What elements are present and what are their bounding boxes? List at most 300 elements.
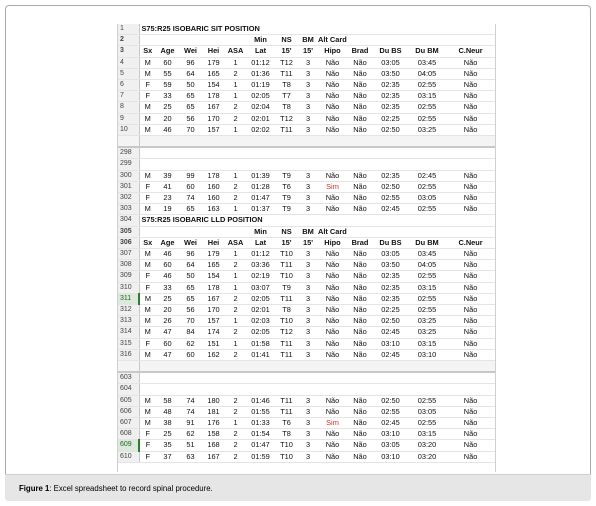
cell[interactable]: 02:50 [373,316,408,327]
row-number[interactable]: 8 [118,102,139,113]
cell[interactable]: 3 [298,316,318,327]
cell[interactable]: 2 [225,406,246,417]
empty-cell[interactable] [139,147,495,159]
cell[interactable]: Não [347,349,373,360]
cell[interactable]: 02:55 [408,305,446,316]
row-number[interactable]: 312 [118,305,139,316]
header-cell[interactable] [446,226,495,237]
cell[interactable]: 178 [202,170,225,181]
row-number[interactable]: 1 [118,24,139,35]
cell[interactable]: Não [446,204,495,215]
row-number[interactable]: 304 [118,215,139,226]
cell[interactable]: 02:35 [373,282,408,293]
cell[interactable]: 03:05 [373,249,408,260]
cell[interactable]: F [139,451,156,462]
cell[interactable]: 1 [225,418,246,429]
header-cell[interactable] [373,226,408,237]
header-cell[interactable]: BM [298,226,318,237]
cell[interactable]: 74 [179,395,202,406]
row-number[interactable]: 603 [118,372,139,384]
cell[interactable]: 74 [179,406,202,417]
cell[interactable]: 3 [298,305,318,316]
cell[interactable]: 3 [298,80,318,91]
cell[interactable]: 84 [179,327,202,338]
cell[interactable]: 1 [225,170,246,181]
header-cell[interactable]: Du BS [373,237,408,248]
cell[interactable]: 3 [298,395,318,406]
cell[interactable]: M [139,102,156,113]
cell[interactable]: Não [347,80,373,91]
cell[interactable]: 178 [202,91,225,102]
cell[interactable]: Não [318,327,347,338]
cell[interactable]: F [139,193,156,204]
cell[interactable]: Não [446,193,495,204]
header-cell[interactable] [179,35,202,46]
cell[interactable]: 03:15 [408,282,446,293]
cell[interactable]: 50 [179,80,202,91]
cell[interactable]: T6 [275,418,298,429]
cell[interactable]: Não [446,327,495,338]
cell[interactable]: 99 [179,170,202,181]
header-cell[interactable]: 15' [275,237,298,248]
cell[interactable]: Não [347,181,373,192]
row-number[interactable]: 2 [118,35,139,46]
cell[interactable]: 165 [202,260,225,271]
header-cell[interactable] [446,35,495,46]
cell[interactable]: Sim [318,418,347,429]
cell[interactable]: 2 [225,429,246,440]
row-number[interactable]: 9 [118,113,139,124]
cell[interactable]: 02:02 [246,124,275,135]
header-cell[interactable]: 15' [275,46,298,57]
cell[interactable]: 02:55 [408,395,446,406]
row-number[interactable]: 4 [118,57,139,68]
cell[interactable]: 02:04 [246,102,275,113]
cell[interactable]: 154 [202,80,225,91]
cell[interactable]: Não [347,338,373,349]
cell[interactable]: 02:35 [373,80,408,91]
cell[interactable]: 3 [298,102,318,113]
cell[interactable]: 02:45 [373,418,408,429]
cell[interactable]: M [139,406,156,417]
empty-cell[interactable] [139,136,495,148]
cell[interactable]: 03:20 [408,451,446,462]
cell[interactable]: Não [347,451,373,462]
cell[interactable]: 3 [298,406,318,417]
cell[interactable]: 01:28 [246,181,275,192]
cell[interactable]: 2 [225,451,246,462]
empty-cell[interactable] [139,159,495,170]
cell[interactable]: Não [347,282,373,293]
cell[interactable]: T10 [275,440,298,451]
cell[interactable]: M [139,170,156,181]
cell[interactable]: 3 [298,418,318,429]
cell[interactable]: M [139,68,156,79]
cell[interactable]: Não [347,305,373,316]
empty-cell[interactable] [139,384,495,395]
cell[interactable]: 181 [202,406,225,417]
cell[interactable]: Não [446,395,495,406]
cell[interactable]: Não [318,305,347,316]
cell[interactable]: 02:35 [373,170,408,181]
cell[interactable]: Não [347,249,373,260]
row-number[interactable]: 313 [118,316,139,327]
cell[interactable]: 02:55 [408,204,446,215]
cell[interactable]: 2 [225,113,246,124]
cell[interactable]: 38 [156,418,179,429]
row-number[interactable]: 314 [118,327,139,338]
empty-cell[interactable] [139,361,495,373]
cell[interactable]: T12 [275,113,298,124]
cell[interactable]: 168 [202,440,225,451]
row-number[interactable]: 299 [118,159,139,170]
cell[interactable]: 03:25 [408,316,446,327]
header-cell[interactable] [156,35,179,46]
cell[interactable]: Não [446,170,495,181]
header-cell[interactable]: Hei [202,46,225,57]
header-cell[interactable]: Alt Card [318,35,373,46]
cell[interactable]: M [139,260,156,271]
cell[interactable]: 03:05 [373,440,408,451]
cell[interactable]: 178 [202,282,225,293]
cell[interactable]: F [139,282,156,293]
header-cell[interactable] [156,226,179,237]
cell[interactable]: Não [318,338,347,349]
cell[interactable]: 02:19 [246,271,275,282]
cell[interactable]: Não [446,57,495,68]
cell[interactable]: 1 [225,271,246,282]
cell[interactable]: 03:45 [408,57,446,68]
cell[interactable]: 50 [179,271,202,282]
cell[interactable]: 1 [225,204,246,215]
cell[interactable]: 01:33 [246,418,275,429]
header-cell[interactable]: Brad [347,237,373,248]
cell[interactable]: T8 [275,80,298,91]
cell[interactable]: 2 [225,440,246,451]
cell[interactable]: 02:55 [408,271,446,282]
cell[interactable]: M [139,124,156,135]
cell[interactable]: 160 [202,193,225,204]
header-cell[interactable] [225,35,246,46]
cell[interactable]: T11 [275,349,298,360]
cell[interactable]: 37 [156,451,179,462]
cell[interactable]: 01:59 [246,451,275,462]
cell[interactable]: 47 [156,349,179,360]
row-number[interactable]: 5 [118,68,139,79]
cell[interactable]: 01:19 [246,80,275,91]
cell[interactable]: Não [347,260,373,271]
cell[interactable]: F [139,80,156,91]
cell[interactable]: Não [347,418,373,429]
header-cell[interactable]: NS [275,226,298,237]
cell[interactable]: 03:10 [373,429,408,440]
row-number[interactable]: 10 [118,124,139,135]
header-cell[interactable]: Du BM [408,237,446,248]
header-cell[interactable] [139,35,156,46]
cell[interactable]: Não [318,113,347,124]
header-cell[interactable] [179,226,202,237]
cell[interactable]: 64 [179,68,202,79]
cell[interactable]: Não [318,282,347,293]
cell[interactable]: 1 [225,282,246,293]
cell[interactable]: Não [446,429,495,440]
cell[interactable]: Não [318,249,347,260]
cell[interactable]: 1 [225,249,246,260]
row-number[interactable]: 609 [118,440,139,451]
cell[interactable]: 179 [202,249,225,260]
cell[interactable]: Não [318,102,347,113]
cell[interactable]: 3 [298,193,318,204]
cell[interactable]: 02:55 [408,293,446,304]
cell[interactable]: Não [347,68,373,79]
cell[interactable]: 01:37 [246,204,275,215]
header-cell[interactable] [225,226,246,237]
cell[interactable]: 157 [202,124,225,135]
cell[interactable]: Não [446,338,495,349]
cell[interactable]: T9 [275,282,298,293]
header-cell[interactable]: Age [156,46,179,57]
cell[interactable]: 02:05 [246,91,275,102]
cell[interactable]: Não [347,406,373,417]
cell[interactable]: Não [347,440,373,451]
row-number[interactable]: 606 [118,406,139,417]
cell[interactable]: 1 [225,124,246,135]
header-cell[interactable]: Du BM [408,46,446,57]
section-title[interactable]: S75:R25 ISOBARIC LLD POSITION [139,215,495,226]
cell[interactable]: 1 [225,57,246,68]
cell[interactable]: Não [446,440,495,451]
cell[interactable]: Não [446,316,495,327]
cell[interactable]: 03:05 [408,406,446,417]
cell[interactable]: 02:55 [408,80,446,91]
cell[interactable]: T9 [275,204,298,215]
cell[interactable]: 167 [202,102,225,113]
header-cell[interactable]: Lat [246,237,275,248]
row-number[interactable]: 298 [118,147,139,159]
cell[interactable]: 2 [225,305,246,316]
cell[interactable]: T11 [275,338,298,349]
cell[interactable]: 65 [179,293,202,304]
cell[interactable]: 02:05 [246,293,275,304]
cell[interactable]: Não [446,349,495,360]
cell[interactable]: 1 [225,316,246,327]
cell[interactable]: Não [446,305,495,316]
cell[interactable]: 2 [225,193,246,204]
cell[interactable]: 47 [156,327,179,338]
cell[interactable]: 02:55 [373,406,408,417]
cell[interactable]: 02:35 [373,293,408,304]
cell[interactable]: M [139,349,156,360]
cell[interactable]: 174 [202,327,225,338]
cell[interactable]: T9 [275,170,298,181]
header-cell[interactable]: ASA [225,237,246,248]
header-cell[interactable]: C.Neur [446,237,495,248]
cell[interactable]: 02:05 [246,327,275,338]
cell[interactable]: 3 [298,124,318,135]
header-cell[interactable]: Hipo [318,237,347,248]
cell[interactable]: 02:03 [246,316,275,327]
cell[interactable]: M [139,249,156,260]
cell[interactable]: Não [318,316,347,327]
cell[interactable]: 19 [156,204,179,215]
cell[interactable]: 02:55 [408,102,446,113]
cell[interactable]: Não [318,293,347,304]
row-number[interactable]: 608 [118,429,139,440]
cell[interactable]: 63 [179,451,202,462]
cell[interactable]: Não [347,316,373,327]
cell[interactable]: 62 [179,338,202,349]
cell[interactable]: Não [446,68,495,79]
cell[interactable]: 163 [202,204,225,215]
cell[interactable]: 65 [179,204,202,215]
cell[interactable]: 3 [298,282,318,293]
cell[interactable]: 3 [298,271,318,282]
cell[interactable]: 25 [156,429,179,440]
header-cell[interactable]: Wei [179,237,202,248]
cell[interactable]: 157 [202,316,225,327]
cell[interactable]: Não [347,113,373,124]
cell[interactable]: 02:25 [373,113,408,124]
cell[interactable]: Não [446,293,495,304]
cell[interactable]: Não [318,451,347,462]
cell[interactable]: 46 [156,271,179,282]
cell[interactable]: 2 [225,327,246,338]
cell[interactable]: Não [446,406,495,417]
row-number[interactable]: 607 [118,418,139,429]
cell[interactable]: 56 [179,113,202,124]
cell[interactable]: 02:50 [373,124,408,135]
cell[interactable]: 03:45 [408,249,446,260]
cell[interactable]: 3 [298,57,318,68]
cell[interactable]: 2 [225,68,246,79]
cell[interactable]: 60 [179,181,202,192]
row-number[interactable]: 610 [118,451,139,462]
cell[interactable]: 56 [179,305,202,316]
cell[interactable]: Não [318,260,347,271]
cell[interactable]: T11 [275,260,298,271]
cell[interactable]: 01:55 [246,406,275,417]
header-cell[interactable]: Du BS [373,46,408,57]
cell[interactable]: 167 [202,451,225,462]
cell[interactable]: 33 [156,282,179,293]
cell[interactable]: 2 [225,102,246,113]
header-cell[interactable]: Hei [202,237,225,248]
cell[interactable]: T10 [275,271,298,282]
cell[interactable]: 02:35 [373,102,408,113]
cell[interactable]: Não [347,124,373,135]
cell[interactable]: M [139,113,156,124]
cell[interactable]: 01:12 [246,57,275,68]
row-number[interactable]: 311 [118,293,139,304]
header-cell[interactable]: Min [246,35,275,46]
cell[interactable]: 60 [156,260,179,271]
cell[interactable]: Não [347,271,373,282]
cell[interactable]: F [139,429,156,440]
cell[interactable]: T8 [275,102,298,113]
cell[interactable]: M [139,305,156,316]
cell[interactable]: 35 [156,440,179,451]
cell[interactable]: 3 [298,68,318,79]
cell[interactable]: 96 [179,249,202,260]
cell[interactable]: 01:54 [246,429,275,440]
cell[interactable]: Não [446,451,495,462]
cell[interactable]: 01:39 [246,170,275,181]
cell[interactable]: T11 [275,68,298,79]
cell[interactable]: Não [446,181,495,192]
cell[interactable]: Não [318,91,347,102]
cell[interactable]: 03:15 [408,429,446,440]
row-number[interactable]: 315 [118,338,139,349]
row-number[interactable]: 604 [118,384,139,395]
cell[interactable]: 160 [202,181,225,192]
cell[interactable]: 74 [179,193,202,204]
cell[interactable]: 02:25 [373,305,408,316]
header-cell[interactable]: C.Neur [446,46,495,57]
cell[interactable]: 03:50 [373,260,408,271]
cell[interactable]: 23 [156,193,179,204]
cell[interactable]: T12 [275,327,298,338]
header-cell[interactable]: BM [298,35,318,46]
cell[interactable]: Não [318,429,347,440]
cell[interactable]: Não [318,271,347,282]
cell[interactable]: 3 [298,181,318,192]
cell[interactable]: 41 [156,181,179,192]
row-number[interactable]: 305 [118,226,139,237]
cell[interactable]: 02:55 [408,113,446,124]
cell[interactable]: 26 [156,316,179,327]
header-cell[interactable]: ASA [225,46,246,57]
cell[interactable]: 2 [225,395,246,406]
header-cell[interactable] [373,35,408,46]
cell[interactable]: 3 [298,327,318,338]
row-number[interactable]: 310 [118,282,139,293]
cell[interactable]: 179 [202,57,225,68]
cell[interactable]: 3 [298,204,318,215]
row-number[interactable]: 316 [118,349,139,360]
cell[interactable]: Não [347,327,373,338]
cell[interactable]: 59 [156,80,179,91]
cell[interactable]: 170 [202,305,225,316]
header-cell[interactable] [202,35,225,46]
cell[interactable]: 3 [298,451,318,462]
cell[interactable]: 03:25 [408,124,446,135]
cell[interactable]: 165 [202,68,225,79]
cell[interactable]: Não [446,260,495,271]
cell[interactable]: 51 [179,440,202,451]
cell[interactable]: 03:20 [408,440,446,451]
cell[interactable]: Não [318,193,347,204]
header-cell[interactable]: Alt Card [318,226,373,237]
cell[interactable]: 3 [298,429,318,440]
cell[interactable]: 03:50 [373,68,408,79]
cell[interactable]: 65 [179,91,202,102]
cell[interactable]: 180 [202,395,225,406]
cell[interactable]: 3 [298,260,318,271]
cell[interactable]: 1 [225,80,246,91]
cell[interactable]: Não [446,418,495,429]
header-cell[interactable]: Age [156,237,179,248]
row-number[interactable]: 6 [118,80,139,91]
header-cell[interactable]: Hipo [318,46,347,57]
cell[interactable]: T10 [275,249,298,260]
cell[interactable]: M [139,327,156,338]
cell[interactable]: T11 [275,395,298,406]
cell[interactable]: 3 [298,91,318,102]
cell[interactable]: Não [318,57,347,68]
header-cell[interactable]: Brad [347,46,373,57]
cell[interactable]: 01:41 [246,349,275,360]
cell[interactable]: Não [318,204,347,215]
